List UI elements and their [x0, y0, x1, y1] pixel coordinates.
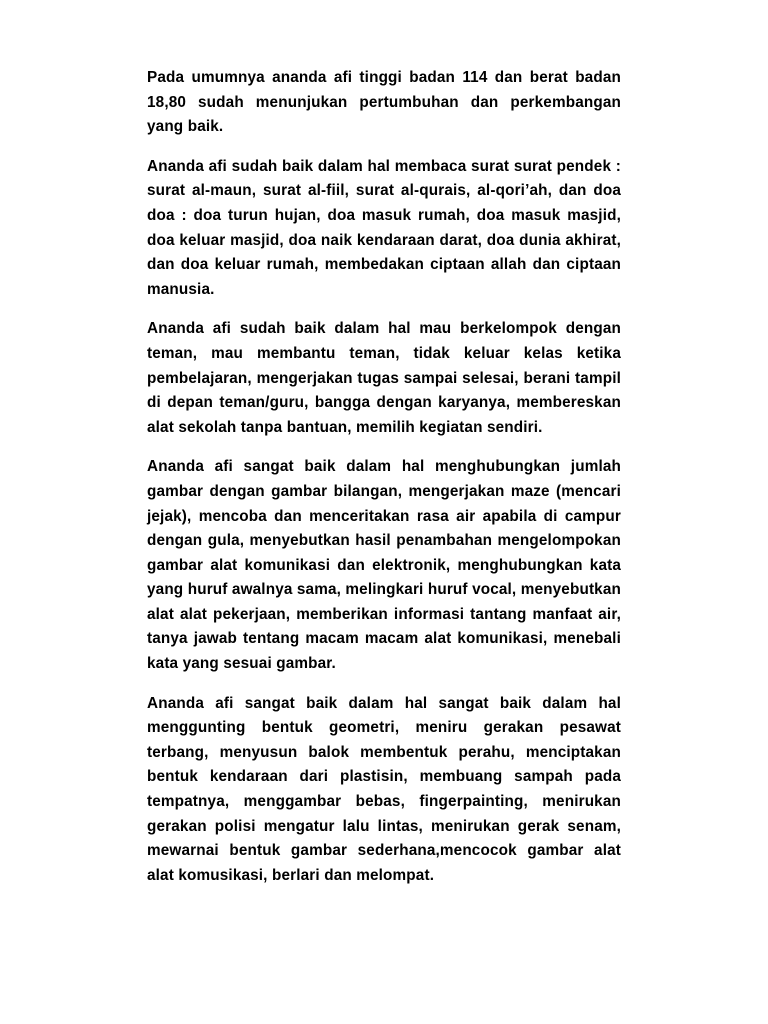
paragraph-religious: Ananda afi sudah baik dalam hal membaca surat surat pendek : surat al-maun, surat al-fiil, surat al-qurais, al-qori’ah, dan doa doa : doa turun hujan, doa masuk rumah, doa masuk masjid, doa keluar masjid, doa naik kendaraan darat, doa dunia akhirat, dan doa keluar rumah, membedakan ciptaan allah dan ciptaan manusia. — [147, 157, 621, 298]
paragraph-growth: Pada umumnya ananda afi tinggi badan 114 dan berat badan 18,80 sudah menunjukan pertumbuhan dan perkembangan yang baik. — [147, 69, 621, 136]
document-page — [147, 66, 621, 903]
paragraph-social: Ananda afi sudah baik dalam hal mau berkelompok dengan teman, mau membantu teman, tidak keluar kelas ketika pembelajaran, mengerjakan tugas sampai selesai, berani tampil di depan teman/guru, bangga dengan karyanya, membereskan alat sekolah tanpa bantuan, memilih kegiatan sendiri. — [147, 320, 621, 436]
paragraph-cognitive: Ananda afi sangat baik dalam hal menghubungkan jumlah gambar dengan gambar bilangan, mengerjakan maze (mencari jejak), mencoba dan menceritakan rasa air apabila di campur dengan gula, menyebutkan hasil penambahan mengelompokan gambar alat komunikasi dan elektronik, menghubungkan kata yang huruf awalnya sama, melingkari huruf vocal, menyebutkan alat alat pekerjaan, memberikan informasi tantang manfaat air, tanya jawab tentang macam macam alat komunikasi, menebali kata yang sesuai gambar. — [147, 458, 621, 673]
paragraph-motor: Ananda afi sangat baik dalam hal sangat baik dalam hal menggunting bentuk geometri, meniru gerakan pesawat terbang, menyusun balok membentuk perahu, menciptakan bentuk kendaraan dari plastisin, membuang sampah pada tempatnya, menggambar bebas, fingerpainting, menirukan gerakan polisi mengatur lalu lintas, menirukan gerak senam, mewarnai bentuk gambar sederhana,mencocok gambar alat alat komusikasi, berlari dan melompat. — [147, 694, 621, 884]
